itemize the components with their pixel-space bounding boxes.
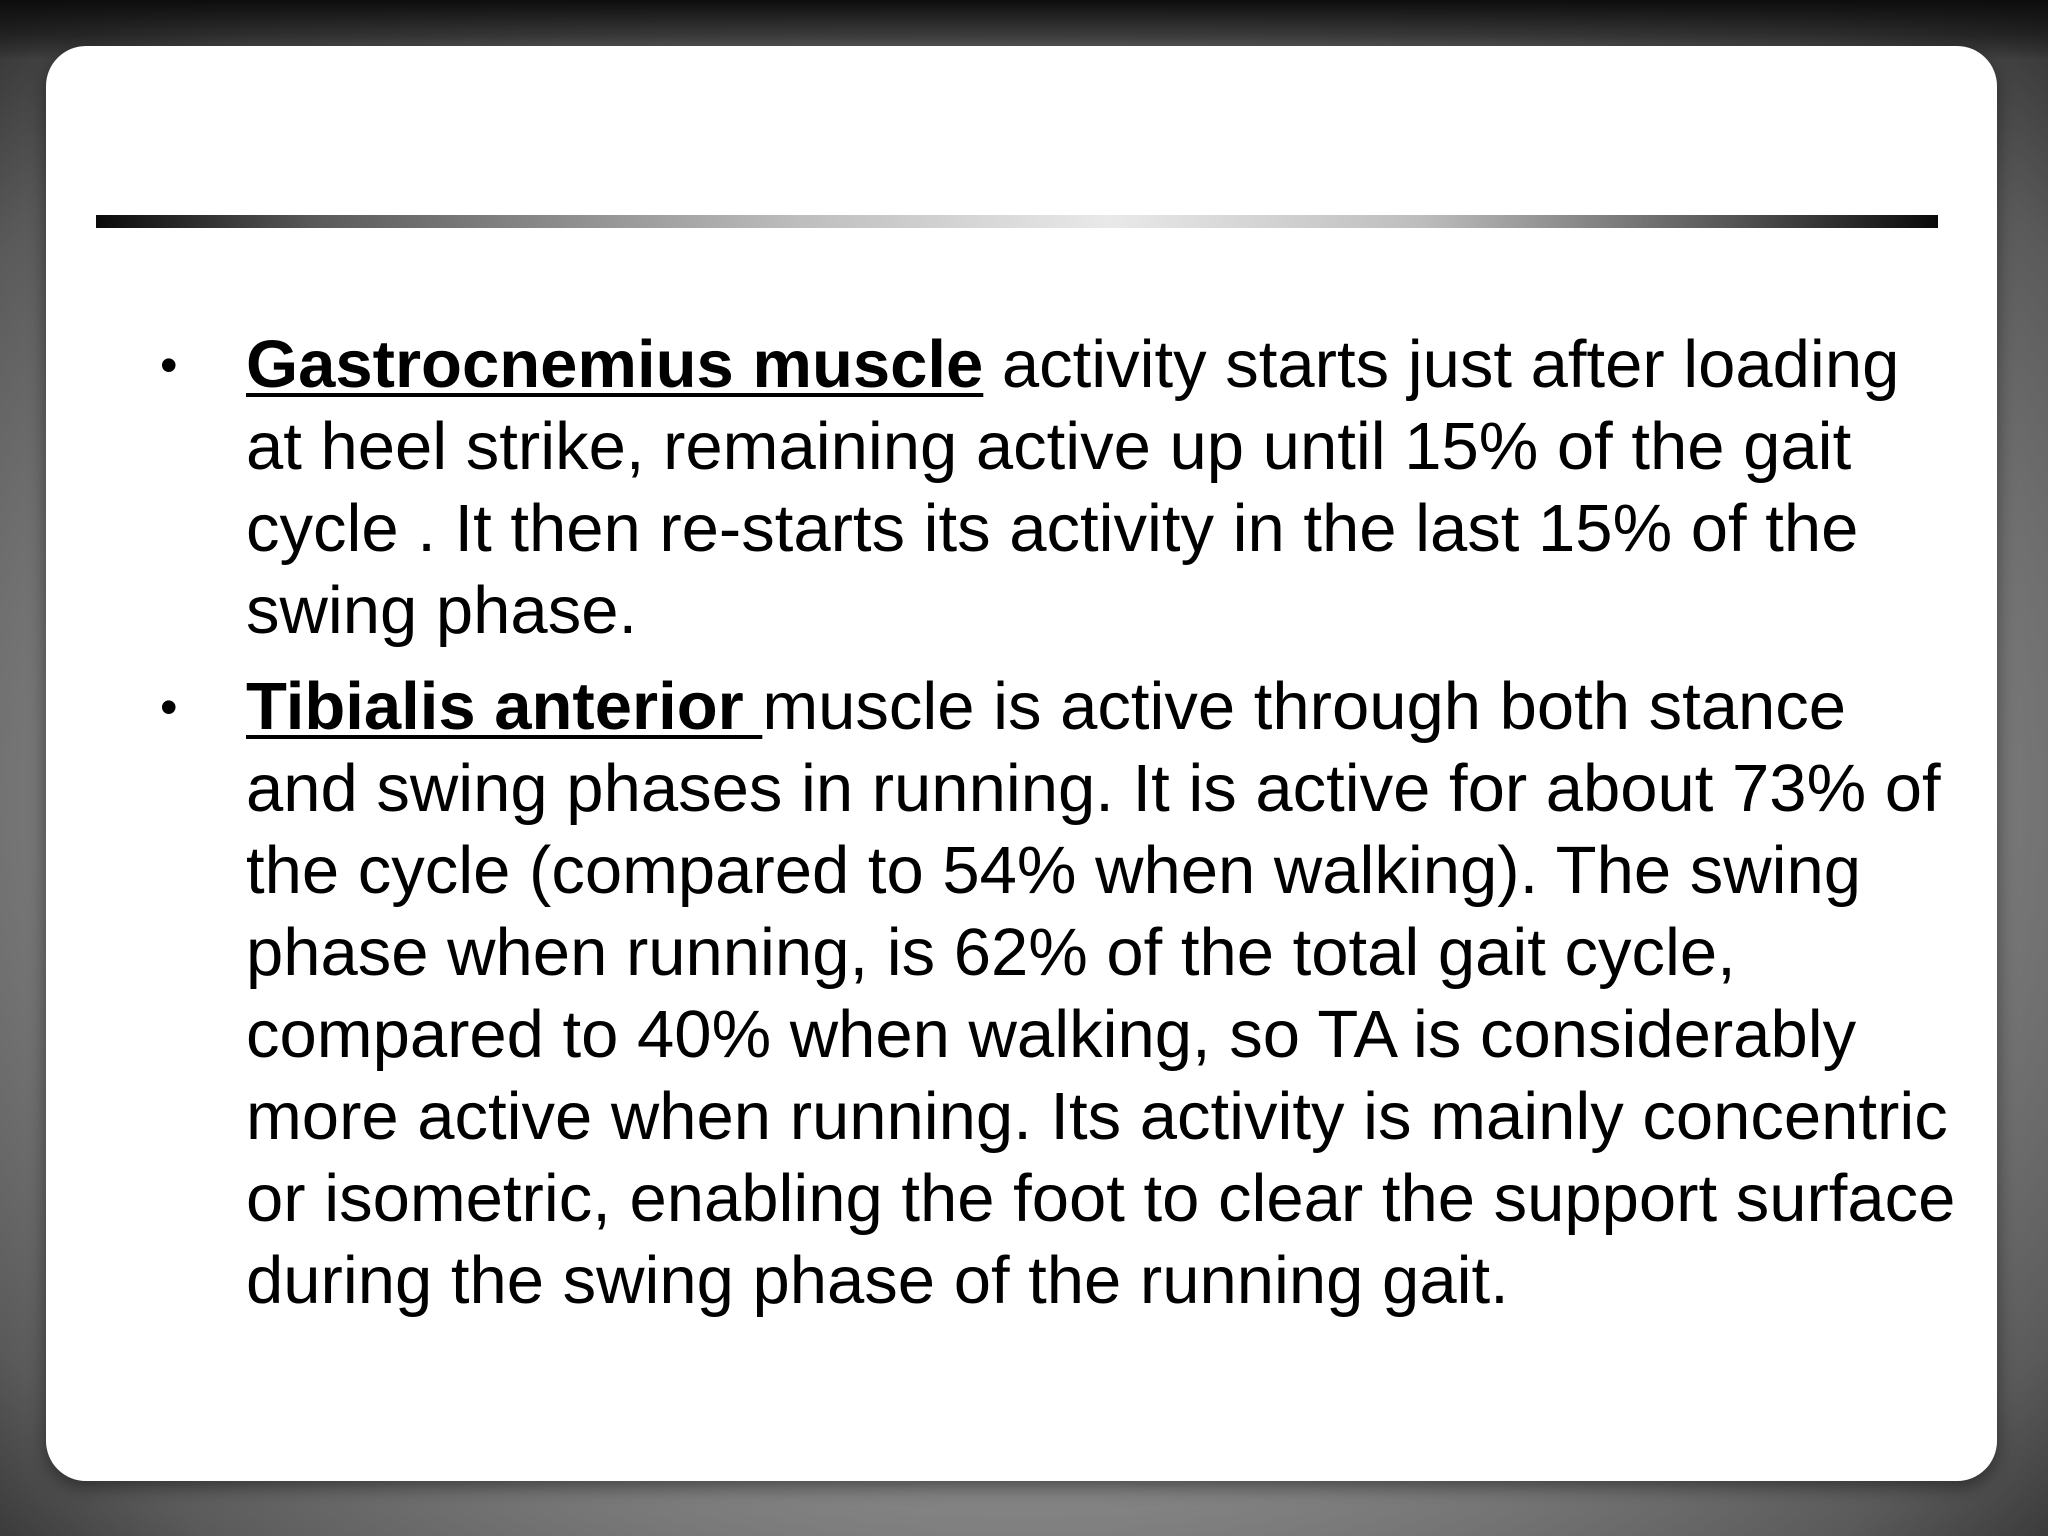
- bullet-text: muscle is active through both stance and swing phases in running. It is active for about 73% of the cycle (compared to 54% when walking). The swing phase when running, is 62% of the total gait cycle, compared to 40% when walking, so TA is considerably more active when running. Its activity is mainly concentric or isometric, enabling the foot to clear the support surface during the swing phase of the running gait.: [246, 669, 1956, 1318]
- bullet-item-gastrocnemius: [116, 324, 1966, 652]
- bullet-text: activity starts just after loading at heel strike, remaining active up until 15% of the gait cycle . It then re-starts its activity in the last 15% of the swing phase.: [246, 327, 1900, 648]
- title-divider: [96, 215, 1938, 228]
- bullet-list: [116, 324, 1966, 1336]
- bullet-item-tibialis: [116, 666, 1966, 1322]
- bullet-term: Tibialis anterior: [246, 669, 763, 744]
- bullet-dot-icon: •: [160, 679, 178, 735]
- slide-panel: [46, 46, 1997, 1481]
- bullet-term: Gastrocnemius muscle: [246, 327, 984, 402]
- bullet-dot-icon: •: [160, 337, 178, 393]
